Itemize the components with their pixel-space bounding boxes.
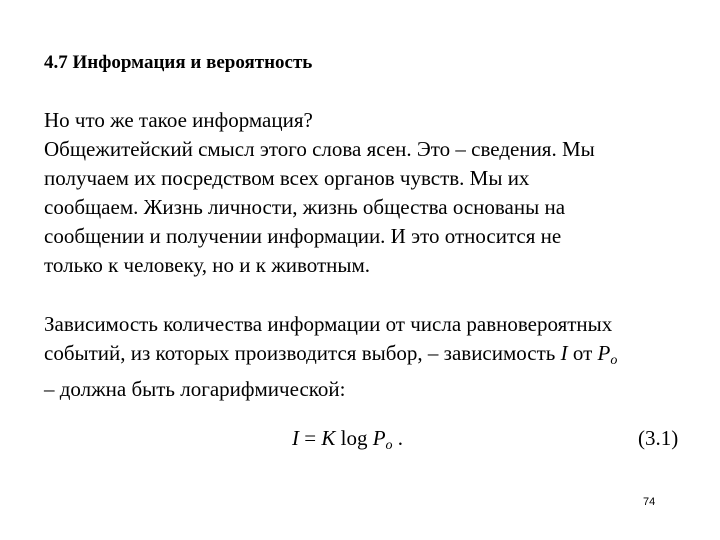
section-heading: 4.7 Информация и вероятность xyxy=(44,52,313,73)
formula xyxy=(292,426,403,454)
text-line: Но что же такое информация? xyxy=(44,108,313,132)
formula-subscript: o xyxy=(385,438,393,453)
text-line: получаем их посредством всех органов чувств. Мы их xyxy=(44,166,530,190)
formula-end: . xyxy=(392,426,404,450)
paragraph-dependency xyxy=(44,310,617,404)
text-line: Общежитейский смысл этого слова ясен. Это – сведения. Мы xyxy=(44,137,595,161)
text-line xyxy=(44,339,617,375)
text-line: сообщаем. Жизнь личности, жизнь общества основаны на xyxy=(44,195,566,219)
formula-p: P xyxy=(372,426,386,450)
text-line: сообщении и получении информации. И это относится не xyxy=(44,224,562,248)
text-line: Зависимость количества информации от числа равновероятных xyxy=(44,312,613,336)
text-line: только к человеку, но и к животным. xyxy=(44,253,371,277)
subscript-o: o xyxy=(610,353,618,368)
paragraph-intro xyxy=(44,106,595,280)
text-line: – должна быть логарифмической: xyxy=(44,377,346,401)
variable-p: P xyxy=(597,341,611,365)
text-fragment: от xyxy=(567,341,598,365)
formula-k: K xyxy=(321,426,336,450)
formula-log: log xyxy=(335,426,373,450)
equation-number: (3.1) xyxy=(638,426,679,450)
page-number: 74 xyxy=(643,496,656,508)
text-fragment: событий, из которых производится выбор, – зависимость xyxy=(44,341,561,365)
variable-i: I xyxy=(560,341,568,365)
formula-lhs: I xyxy=(292,426,299,450)
formula-equals: = xyxy=(299,426,322,450)
